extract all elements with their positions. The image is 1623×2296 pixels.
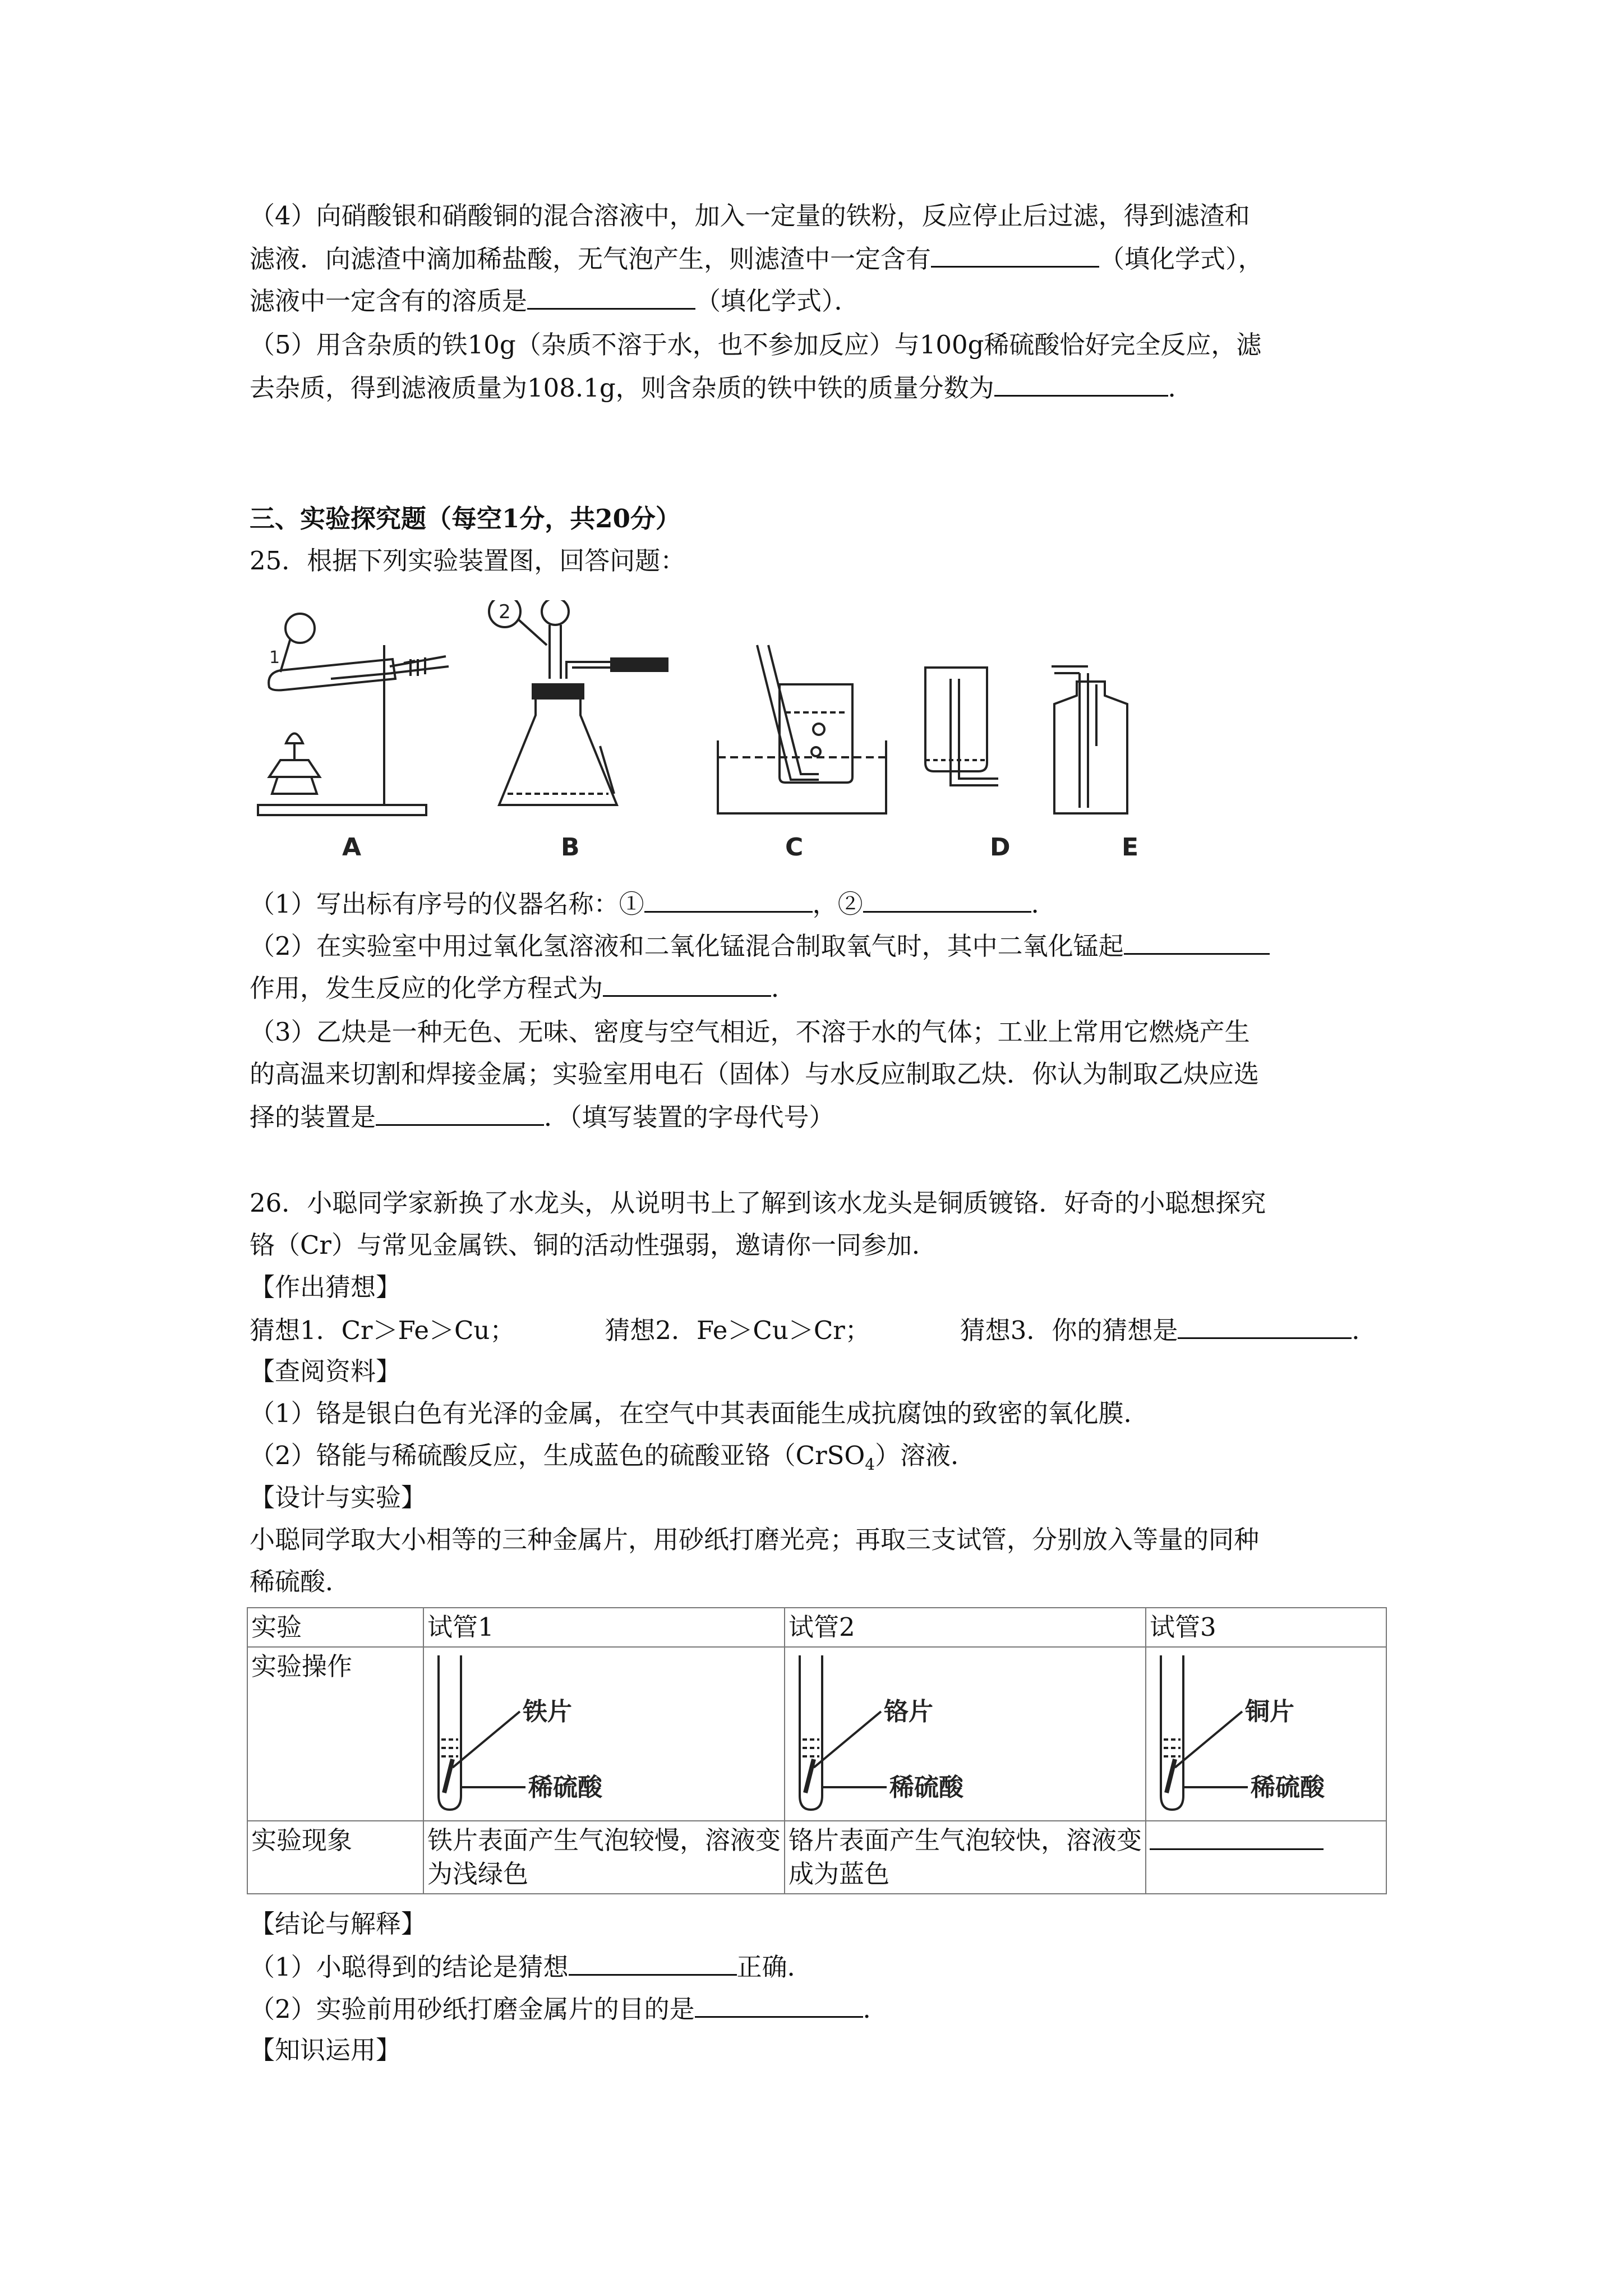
table-row — [247, 1608, 1386, 1647]
answer-blank[interactable] — [695, 1991, 863, 2018]
apparatus-figure — [247, 600, 1200, 869]
apparatus-d — [925, 668, 998, 785]
q24-p4-note2: （填化学式）． — [695, 286, 860, 316]
q24-p4-line2 — [250, 241, 1264, 276]
tube-cell-2 — [785, 1647, 1146, 1821]
conclusion-1 — [250, 1949, 813, 1984]
test-tube-icon — [427, 1650, 607, 1818]
conclusion-2-end: ． — [863, 1994, 888, 2024]
table-cell — [1146, 1821, 1386, 1894]
info-1: （1）铬是银白色有光泽的金属，在空气中其表面能生成抗腐蚀的致密的氧化膜． — [250, 1398, 1149, 1428]
test-tube-icon — [1150, 1650, 1329, 1818]
answer-blank[interactable] — [603, 970, 771, 997]
q26-line1: 26．小聪同学家新换了水龙头，从说明书上了解到该水龙头是铜质镀铬．好奇的小聪想探究 — [250, 1188, 1266, 1218]
table-cell: 实验现象 — [247, 1821, 423, 1894]
table-row — [247, 1647, 1386, 1821]
q25-p3-text: 择的装置是 — [250, 1102, 376, 1132]
table-header-cell: 试管3 — [1146, 1608, 1386, 1647]
guess-3: 猜想3．你的猜想是 — [960, 1315, 1178, 1345]
table-header-cell: 实验 — [247, 1608, 423, 1647]
table-cell: 实验操作 — [247, 1647, 423, 1821]
table-cell: 铬片表面产生气泡较快，溶液变成为蓝色 — [785, 1821, 1146, 1894]
table-cell: 铁片表面产生气泡较慢，溶液变为浅绿色 — [423, 1821, 785, 1894]
info-2-end: ）溶液． — [875, 1441, 976, 1470]
answer-blank[interactable] — [1178, 1313, 1352, 1339]
q25-p3-note: ．（填写装置的字母代号） — [544, 1102, 834, 1132]
q25-p1-end: ． — [1031, 889, 1057, 919]
guess-1: 猜想1．Cr＞Fe＞Cu； — [250, 1315, 515, 1345]
apparatus-e — [1052, 666, 1127, 813]
acid-label: 稀硫酸 — [889, 1773, 963, 1802]
q25-stem: 25．根据下列实验装置图，回答问题： — [250, 546, 686, 576]
table-header-cell: 试管1 — [423, 1608, 785, 1647]
guess-2: 猜想2．Fe＞Cu＞Cr； — [605, 1315, 870, 1345]
q25-p3-line3 — [250, 1099, 834, 1134]
info-2-text: （2）铬能与稀硫酸反应，生成蓝色的硫酸亚铬（CrSO — [250, 1441, 865, 1470]
tube-cell-1 — [423, 1647, 785, 1821]
metal-label-3: 铜片 — [1245, 1697, 1294, 1726]
label-e: E — [1122, 833, 1139, 862]
apparatus-b — [489, 600, 667, 805]
q24-p4-text: 滤液．向滤渣中滴加稀盐酸，无气泡产生，则滤渣中一定含有 — [250, 244, 932, 274]
q25-p2-text: （2）在实验室中用过氧化氢溶液和二氧化锰混合制取氧气时，其中二氧化锰起 — [250, 931, 1124, 961]
acid-label: 稀硫酸 — [1251, 1773, 1325, 1802]
q24-p4-line3 — [250, 283, 860, 318]
conclusion-1-end: 正确． — [736, 1952, 813, 1982]
acid-label: 稀硫酸 — [528, 1773, 602, 1802]
q25-p2-text2: 作用，发生反应的化学方程式为 — [250, 973, 603, 1003]
q25-p3-line1: （3）乙炔是一种无色、无味、密度与空气相近，不溶于水的气体；工业上常用它燃烧产生 — [250, 1017, 1250, 1047]
q24-p4-line1: （4）向硝酸银和硝酸铜的混合溶液中，加入一定量的铁粉，反应停止后过滤，得到滤渣和 — [250, 201, 1250, 231]
label-a: A — [342, 833, 362, 862]
answer-blank[interactable] — [1150, 1824, 1324, 1850]
marker-1: 1 — [269, 648, 280, 668]
apparatus-a — [258, 614, 449, 815]
q25-p3-line2: 的高温来切割和焊接金属；实验室用电石（固体）与水反应制取乙炔．你认为制取乙炔应选 — [250, 1059, 1260, 1089]
heading-apply: 【知识运用】 — [250, 2035, 402, 2065]
answer-blank[interactable] — [994, 370, 1168, 397]
answer-blank[interactable] — [1124, 928, 1270, 955]
experiment-table — [247, 1607, 1387, 1894]
conclusion-1-text: （1）小聪得到的结论是猜想 — [250, 1952, 569, 1982]
q24-p5-end: ． — [1168, 373, 1193, 403]
metal-label-2: 铬片 — [884, 1697, 933, 1726]
subscript-4: 4 — [865, 1455, 875, 1474]
q24-p5-text: 去杂质，得到滤液质量为108.1g，则含杂质的铁中铁的质量分数为 — [250, 373, 994, 403]
info-2 — [250, 1439, 976, 1481]
answer-blank[interactable] — [376, 1099, 544, 1126]
q25-p2-line1 — [250, 928, 1270, 963]
q24-p4-note: （填化学式）， — [1099, 244, 1264, 274]
design-line2: 稀硫酸． — [250, 1567, 351, 1596]
q25-p1 — [250, 886, 1057, 921]
q25-p2-line2 — [250, 970, 796, 1005]
heading-design: 【设计与实验】 — [250, 1483, 427, 1512]
conclusion-2 — [250, 1991, 888, 2026]
heading-info: 【查阅资料】 — [250, 1356, 402, 1386]
guess-line — [250, 1313, 1377, 1347]
test-tube-icon — [789, 1650, 968, 1818]
section-title: 三、实验探究题（每空1分，共20分） — [250, 504, 681, 533]
svg-text:2: 2 — [499, 601, 511, 623]
q24-p5-line1: （5）用含杂质的铁10g（杂质不溶于水，也不参加反应）与100g稀硫酸恰好完全反应，滤 — [250, 330, 1262, 360]
tube-cell-3 — [1146, 1647, 1386, 1821]
apparatus-c — [718, 645, 886, 813]
label-d: D — [990, 833, 1011, 862]
answer-blank[interactable] — [569, 1949, 737, 1976]
design-line1: 小聪同学取大小相等的三种金属片，用砂纸打磨光亮；再取三支试管，分别放入等量的同种 — [250, 1525, 1260, 1554]
answer-blank[interactable] — [527, 283, 695, 310]
metal-label-1: 铁片 — [523, 1697, 572, 1726]
table-row — [247, 1821, 1386, 1894]
conclusion-2-text: （2）实验前用砂纸打磨金属片的目的是 — [250, 1994, 695, 2024]
heading-guess: 【作出猜想】 — [250, 1272, 402, 1302]
table-header-cell: 试管2 — [785, 1608, 1146, 1647]
answer-blank[interactable] — [931, 241, 1099, 268]
answer-blank[interactable] — [644, 886, 813, 913]
q26-line2: 铬（Cr）与常见金属铁、铜的活动性强弱，邀请你一同参加． — [250, 1230, 937, 1260]
q25-p1-mid: ，② — [812, 889, 863, 919]
guess-3-end: ． — [1352, 1315, 1377, 1345]
label-b: B — [561, 833, 580, 862]
q24-p4-text2: 滤液中一定含有的溶质是 — [250, 286, 528, 316]
label-c: C — [785, 833, 804, 862]
q24-p5-line2 — [250, 370, 1193, 405]
q25-p2-end: ． — [771, 973, 797, 1003]
q25-p1-text: （1）写出标有序号的仪器名称：① — [250, 889, 644, 919]
heading-conclusion: 【结论与解释】 — [250, 1909, 427, 1939]
answer-blank[interactable] — [863, 886, 1031, 913]
